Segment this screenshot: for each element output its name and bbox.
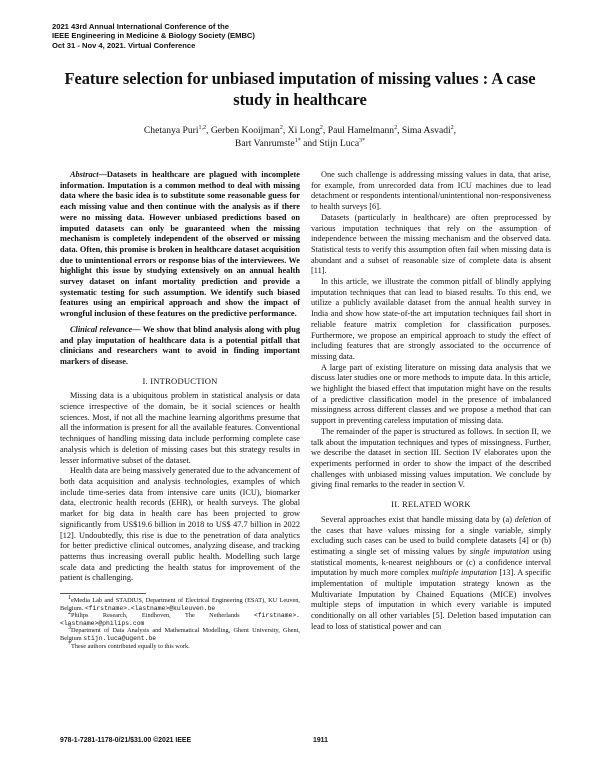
author-name: Gerben Kooijman (210, 125, 280, 136)
author-affiliation: 1,2 (198, 124, 207, 131)
author-conjunction: and (303, 138, 317, 150)
footnote-email: stijn.luca@ugent.be (83, 634, 157, 642)
author-affiliation: 1* (294, 138, 301, 145)
footnote-divider (60, 593, 146, 594)
page-number: 1911 (313, 737, 328, 744)
abstract-label: Abstract (70, 170, 99, 179)
paragraph: A large part of existing literature on missing data analysis that we discuss later studies one or more methods to impute data. In this article, we highlight the biased effect that imputation might have on the results of a predictive classification model in the presence of imbalanced missingness across different classes and we propose a method that can support in preventing careless imputation of missing data. (311, 362, 551, 426)
conference-header (52, 22, 255, 50)
author-affiliation: 2 (450, 124, 454, 131)
clinical-relevance-text: — We show that blind analysis along with plug and play imputation of healthcare data is a potential pitfall that clinicians and researchers want to avoid in finding important markers of disease. (60, 324, 301, 366)
author-name: Xi Long (287, 125, 320, 136)
author-name: Bart Vanrumste (234, 138, 295, 150)
conference-line-2: IEEE Engineering in Medicine & Biology Society (EMBC) (52, 31, 255, 41)
paragraph: Several approaches exist that handle missing data by (a) deletion of the cases that have values missing for a single variable, simply excluding such cases can be used to build complete datasets [4] or (b) estimating a single set of missing values by single imputation using statistical moments, k-nearest neighbours or (c) a confidence interval imputation by much more complex multiple imputation [13]. A specific implementation of multiple imputation strategy known as the Multivariate Imputation by Chained Equations (MICE) involves multiple steps of imputation in which every variable is imputed conditionally on all other variables [5]. Deletion based imputation can lead to loss of statistical power and can (311, 514, 551, 631)
author-list: Chetanya Puri$^{1,2}$, Gerben Kooijman$^2$, Xi Long$^2$, Paul Hamelmann$^2$, Sima Asvadi$^2$, Bart Vanrumste$^{1*}$ and Stijn Luca$^{3*}$ (143, 124, 457, 150)
abstract-text: —Datasets in healthcare are plagued with incomplete information. Imputation is a common method to deal with missing data where the basic idea is to substitute some reasonable guess for each missing value and then continue with the analysis as if there were no missing data. However unbiased predictions based on imputed datasets can only be guaranteed when the missing mechanism is completely independent of the observed or missing data. Often, this promise is broken in healthcare dataset acquisition due to unintentional errors or response bias of the interviewees. We highlight this issue by studying extensively on an annual health survey dataset on infant mortality prediction and provide a systematic testing for such assumption. We identify such biased features using an empirical approach and show the impact of wrongful inclusion of these features on the predictive performance. (60, 170, 300, 319)
footer-copyright: 978-1-7281-1178-0/21/$31.00 ©2021 IEEE (60, 737, 192, 744)
right-column (311, 170, 551, 633)
author-name: Chetanya Puri (143, 125, 199, 136)
paragraph: One such challenge is addressing missing values in data, that arise, for example, from unrecorded data from ICU machines due to lead detachment or respondents intentional/unintentional non-responsiveness to health surveys [6]. (311, 170, 551, 212)
paragraph: In this article, we illustrate the common pitfall of blindly applying imputation techniques that can lead to biased results. To this end, we utilize a publicly available dataset from the annual health survey in India and show how state-of-the art imputation techniques fail short in reliable feature matrix completion for classification purposes. Furthermore, we propose an empirical approach to study the effect of including features that are strongly associated to the occurrence of missing data. (311, 277, 551, 361)
footnote-email: <firstname>.<lastname>@kuleuven.be (84, 604, 216, 612)
author-affiliation: 2 (394, 124, 398, 131)
author-name: Sima Asvadi (401, 125, 451, 136)
author-name: Stijn Luca (319, 138, 360, 150)
footnote: $^3$Department of Data Analysis and Mathematical Modelling, Ghent University, Ghent, Belgium stijn.luca@ugent.be (60, 625, 300, 642)
footnote: $^2$Philips Research, Eindhoven, The Netherlands <firstname>.<lastname>@philips.com (60, 610, 300, 627)
conference-line-1: 2021 43rd Annual International Conference of the (52, 22, 229, 31)
author-affiliation: 2 (319, 124, 323, 131)
footnote: *These authors contributed equally to this work. (68, 640, 190, 650)
footnote-email: <firstname>.<lastname>@philips.com (60, 612, 300, 627)
author-name: Paul Hamelmann (327, 125, 395, 136)
paragraph: Missing data is a ubiquitous problem in statistical analysis or data science irrespective of the domain, be it social sciences or health sciences. Most, if not all the machine learning algorithms presume that all the information is present for all the available features. Conventional techniques of handling missing data include performing complete case analysis which is deletion of missing cases but this strategy results in lesser informative subset of the dataset. (60, 391, 300, 465)
paragraph: Datasets (particularly in healthcare) are often preprocessed by various imputation techniques that rely on the assumption of independence between the missing mechanism and the observed data. Statistical tests to verify this assumption often fail when missing data is abundant and a subset of reasonable size of complete data is absent [11]. (311, 212, 551, 276)
author-affiliation: 2 (279, 124, 283, 131)
section-heading-introduction: I. INTRODUCTION (142, 375, 218, 386)
paragraph: The remainder of the paper is structured as follows. In section II, we talk about the imputation techniques and types of missingness. Further, we describe the dataset in section III. Section IV elaborates upon the experiments performed in order to show the impact of the described challenges with unbiased missing values imputation. We conclude by giving final remarks to the reader in section V. (311, 426, 551, 490)
abstract (60, 170, 300, 320)
paragraph: Health data are being massively generated due to the advancement of both data acquisition and analysis technologies, examples of which include time-series data from intensive care units (ICU), biomarker data, electronic health records (EHR), or health surveys. The global market for big data in health care has been projected to grow significantly from US$19.6 billion in 2018 to US$ 47.7 billion in 2022 [12]. Undoubtedly, this rise is due to the penetration of data analytics for better predictive clinical outcomes, analyzing disease, and tracking patterns thus increasing overall public health. Modelling such large scale data and predicting the health status for improvement of the patient is challenging. (60, 466, 300, 583)
clinical-relevance (60, 325, 300, 368)
conference-line-3: Oct 31 - Nov 4, 2021. Virtual Conference (52, 40, 196, 50)
left-column (60, 170, 300, 650)
clinical-relevance-label: Clinical relevance (70, 324, 133, 334)
footnote: $^1$eMedia Lab and STADIUS, Department of Electrical Engineering (ESAT), KU Leuven, Belgium. <firstname>.<lastname>@kuleuven.be (60, 594, 300, 612)
paper-title: Feature selection for unbiased imputation of missing values : A case study in healthcare (64, 69, 536, 109)
author-affiliation: 3* (359, 138, 366, 145)
footnotes (60, 594, 300, 650)
section-heading-related-work: II. RELATED WORK (391, 499, 471, 510)
